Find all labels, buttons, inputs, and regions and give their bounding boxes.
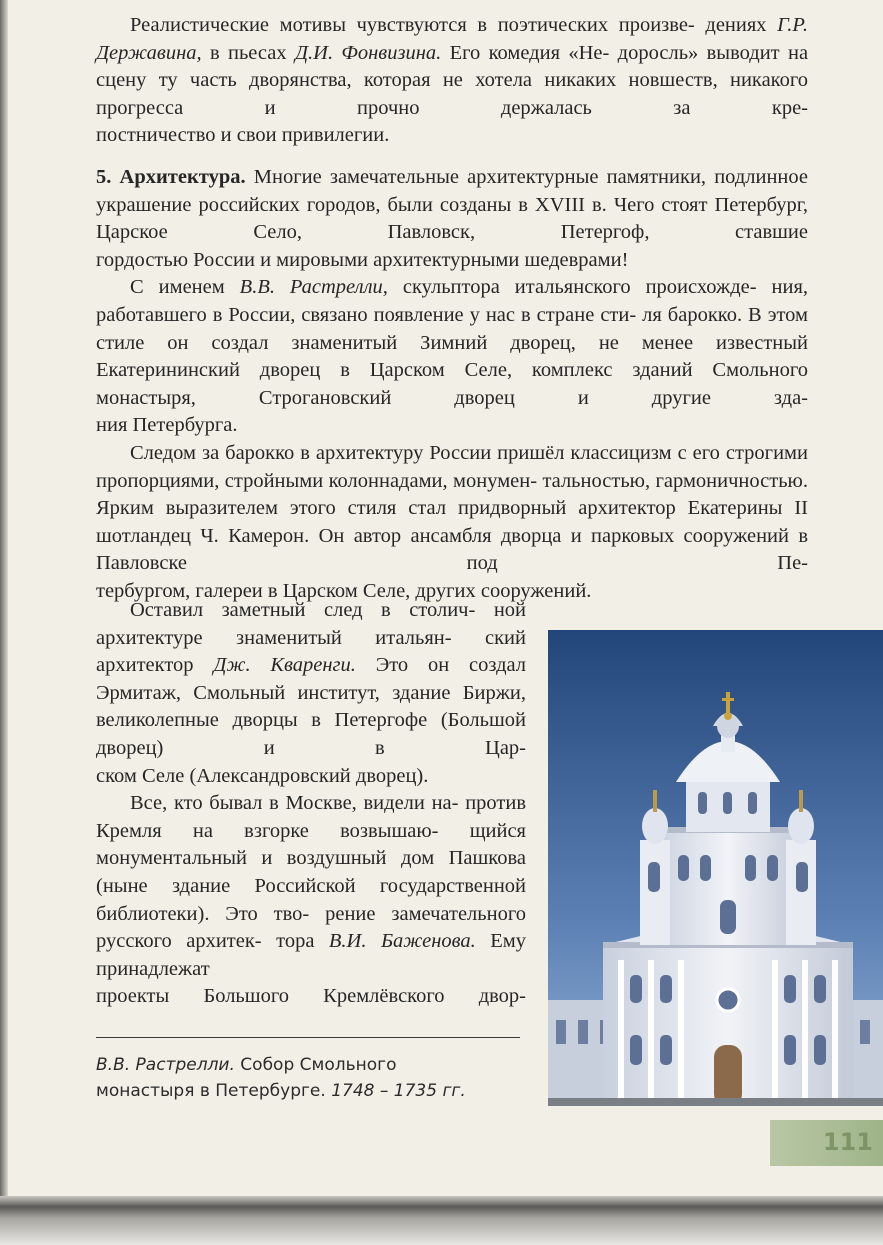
page-binding-shadow [0,0,8,1200]
paragraph-realism: Реалистические мотивы чувствуются в поэтических произве- дениях Г.Р. Державина, в пьесах Д.И. Фонвизина. Его комедия «Не- доросль» выводит на сцену ту часть дворянства, которая не хотела никаких новшеств, никакого прогресса и прочно держалась за кре- [96,14,809,119]
author-fonvizin: Д.И. Фонвизина. [294,41,442,64]
page-number: 111 [822,1128,873,1156]
page-bottom-edge [0,1196,883,1245]
section-architecture: 5. Архитектура. Многие замечательные архитектурные памятники, подлинное украшение российских городов, были созданы в XVIII в. Чего стоят Петербург, Царское Село, Павловск, Петергоф, ставшие [96,166,809,244]
paragraph-classicism: Следом за барокко в архитектуру России пришёл классицизм с его строгими пропорциями, стройными колоннадами, монумен- тальностью, гармоничностью. Ярким выразителем этого стиля стал придворный архитектор Екатерины II шотландец Ч. Камерон. Он автор ансамбля дворца и парковых сооружений в Павловске под Пе- [96,441,809,575]
section-heading: 5. Архитектура. [96,166,246,188]
text-block-top [96,12,808,150]
caption-author: В.В. Растрелли. [96,1055,235,1075]
paragraph-rastrelli: С именем В.В. Растрелли, скульптора итальянского происхожде- ния, работавшего в России, связано появление у нас в стране сти- ля барокко. В этом стиле он создал знаменитый Зимний дворец, не менее известный Екатерининский дворец в Царском Селе, комплекс зданий Смольного монастыря, Строгановский дворец и другие зда- [96,276,809,409]
author-bazhenov: В.И. Баженова. [328,930,476,953]
author-derzhavin: Г.Р. Державина, [96,14,809,64]
photo-caption: В.В. Растрелли. Собор Смольного монастыря в Петербурге. 1748 – 1735 гг. [96,1055,466,1101]
author-rastrelli: В.В. Растрелли, [239,276,388,299]
smolny-cathedral-photo [548,630,883,1106]
text-block-side: Оставил заметный след в столич- ной архитектуре знаменитый итальян- ский архитектор Дж. Кваренги. Это он создал Эрмитаж, Смольный институт, здание Биржи, великолепные дворцы в Петергофе (Большой дворец) и в Цар- ском Селе (Александровский дворец). Все, кто бывал в Москве, видели на- против Кремля на взгорке возвышаю- щийся монументальный и воздушный дом Пашкова (ныне здание Российской государственной библиотеки). Это тво- рение замечательного русского архитек- тора В.И. Баженова. Ему принадлежат проекты Большого Кремлёвского двор- [96,599,527,1008]
caption-years: 1748 – 1735 гг. [331,1081,466,1101]
text-block-architecture: 5. Архитектура. Многие замечательные архитектурные памятники, подлинное украшение российских городов, были созданы в XVIII в. Чего стоят Петербург, Царское Село, Павловск, Петергоф, ставшие гордостью России и мировыми архитектурными шедеврами! С именем В.В. Растрелли, скульптора итальянского происхожде- ния, работавшего в России, связано появление у нас в стране сти- ля барокко. В этом стиле он создал знаменитый Зимний дворец, не менее известный Екатерининский дворец в Царском Селе, комплекс зданий Смольного монастыря, Строгановский дворец и другие зда- ния Петербурга. Следом за барокко в архитектуру России пришёл классицизм с его строгими пропорциями, стройными колоннадами, монумен- тальностью, гармоничностью. Ярким выразителем этого стиля стал придворный архитектор Екатерины II шотландец Ч. Камерон. Он автор ансамбля дворца и парковых сооружений в Павловске под Пе- тербургом, галереи в Царском Селе, других сооружений. [96,166,809,602]
page-number-tab [770,1120,883,1166]
caption-divider [96,1037,520,1038]
paragraph-realism-end: постничество и свои привилегии. [96,124,390,147]
author-quarenghi: Дж. Кваренги. [213,654,356,677]
paragraph-bazhenov: Все, кто бывал в Москве, видели на- против Кремля на взгорке возвышаю- щийся монументальный и воздушный дом Пашкова (ныне здание Российской государственной библиотеки). Это тво- рение замечательного русского архитек- тора В.И. Баженова. Ему принадлежат [96,792,527,980]
paragraph-quarenghi: Оставил заметный след в столич- ной архитектуре знаменитый итальян- ский архитектор Дж. Кваренги. Это он создал Эрмитаж, Смольный институт, здание Биржи, великолепные дворцы в Петергофе (Большой дворец) и в Цар- [96,599,527,759]
